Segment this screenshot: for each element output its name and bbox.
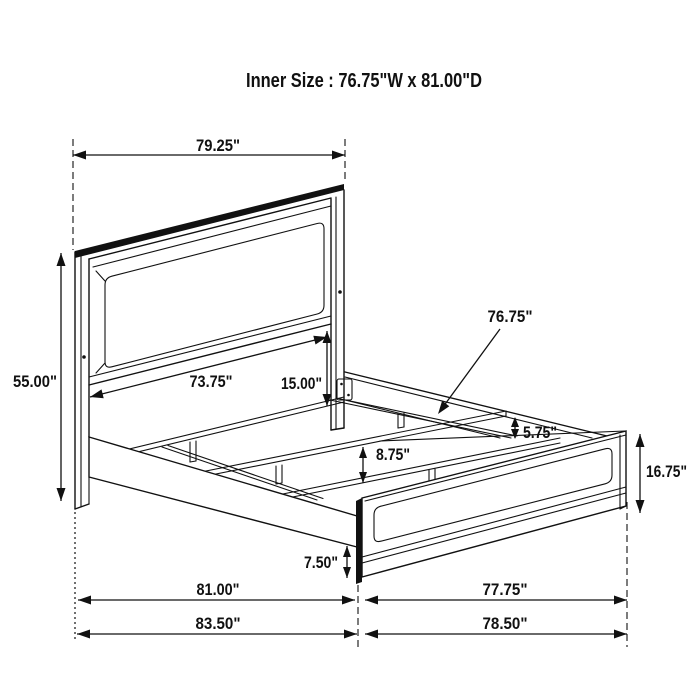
dim-footboard-outer-width [365,614,627,639]
dim-inner-depth [78,580,355,605]
dim-label: 77.75" [482,580,528,599]
dim-label: 5.75" [523,423,557,442]
dim-outer-depth [77,614,357,639]
dim-label: 83.50" [195,614,241,633]
screw-dot [338,290,342,294]
dim-label: 73.75" [189,372,233,391]
dim-footboard-leg-clearance [304,546,351,578]
dim-label: 16.75" [646,462,687,481]
dim-label: 15.00" [281,374,322,393]
slat-rail [191,411,506,479]
dim-label: 81.00" [196,580,240,599]
dim-label: 7.50" [304,553,338,572]
dim-headboard-height [13,253,66,501]
dim-slat-gap [511,417,557,442]
dim-label: 8.75" [376,445,410,464]
page-title: Inner Size : 76.75"W x 81.00"D [246,70,482,92]
dim-footboard-height [636,434,688,513]
dim-label: 78.50" [482,614,528,633]
dim-label: 79.25" [196,136,240,155]
dim-label: 55.00" [13,372,57,391]
headboard-led-strip [75,184,344,258]
screw-dot [82,355,86,359]
slat-rail [121,397,344,456]
dim-label: 76.75" [487,307,533,326]
footboard-leg [356,498,362,584]
dim-headboard-width [73,136,345,250]
dim-footboard-inner-width [365,580,627,605]
